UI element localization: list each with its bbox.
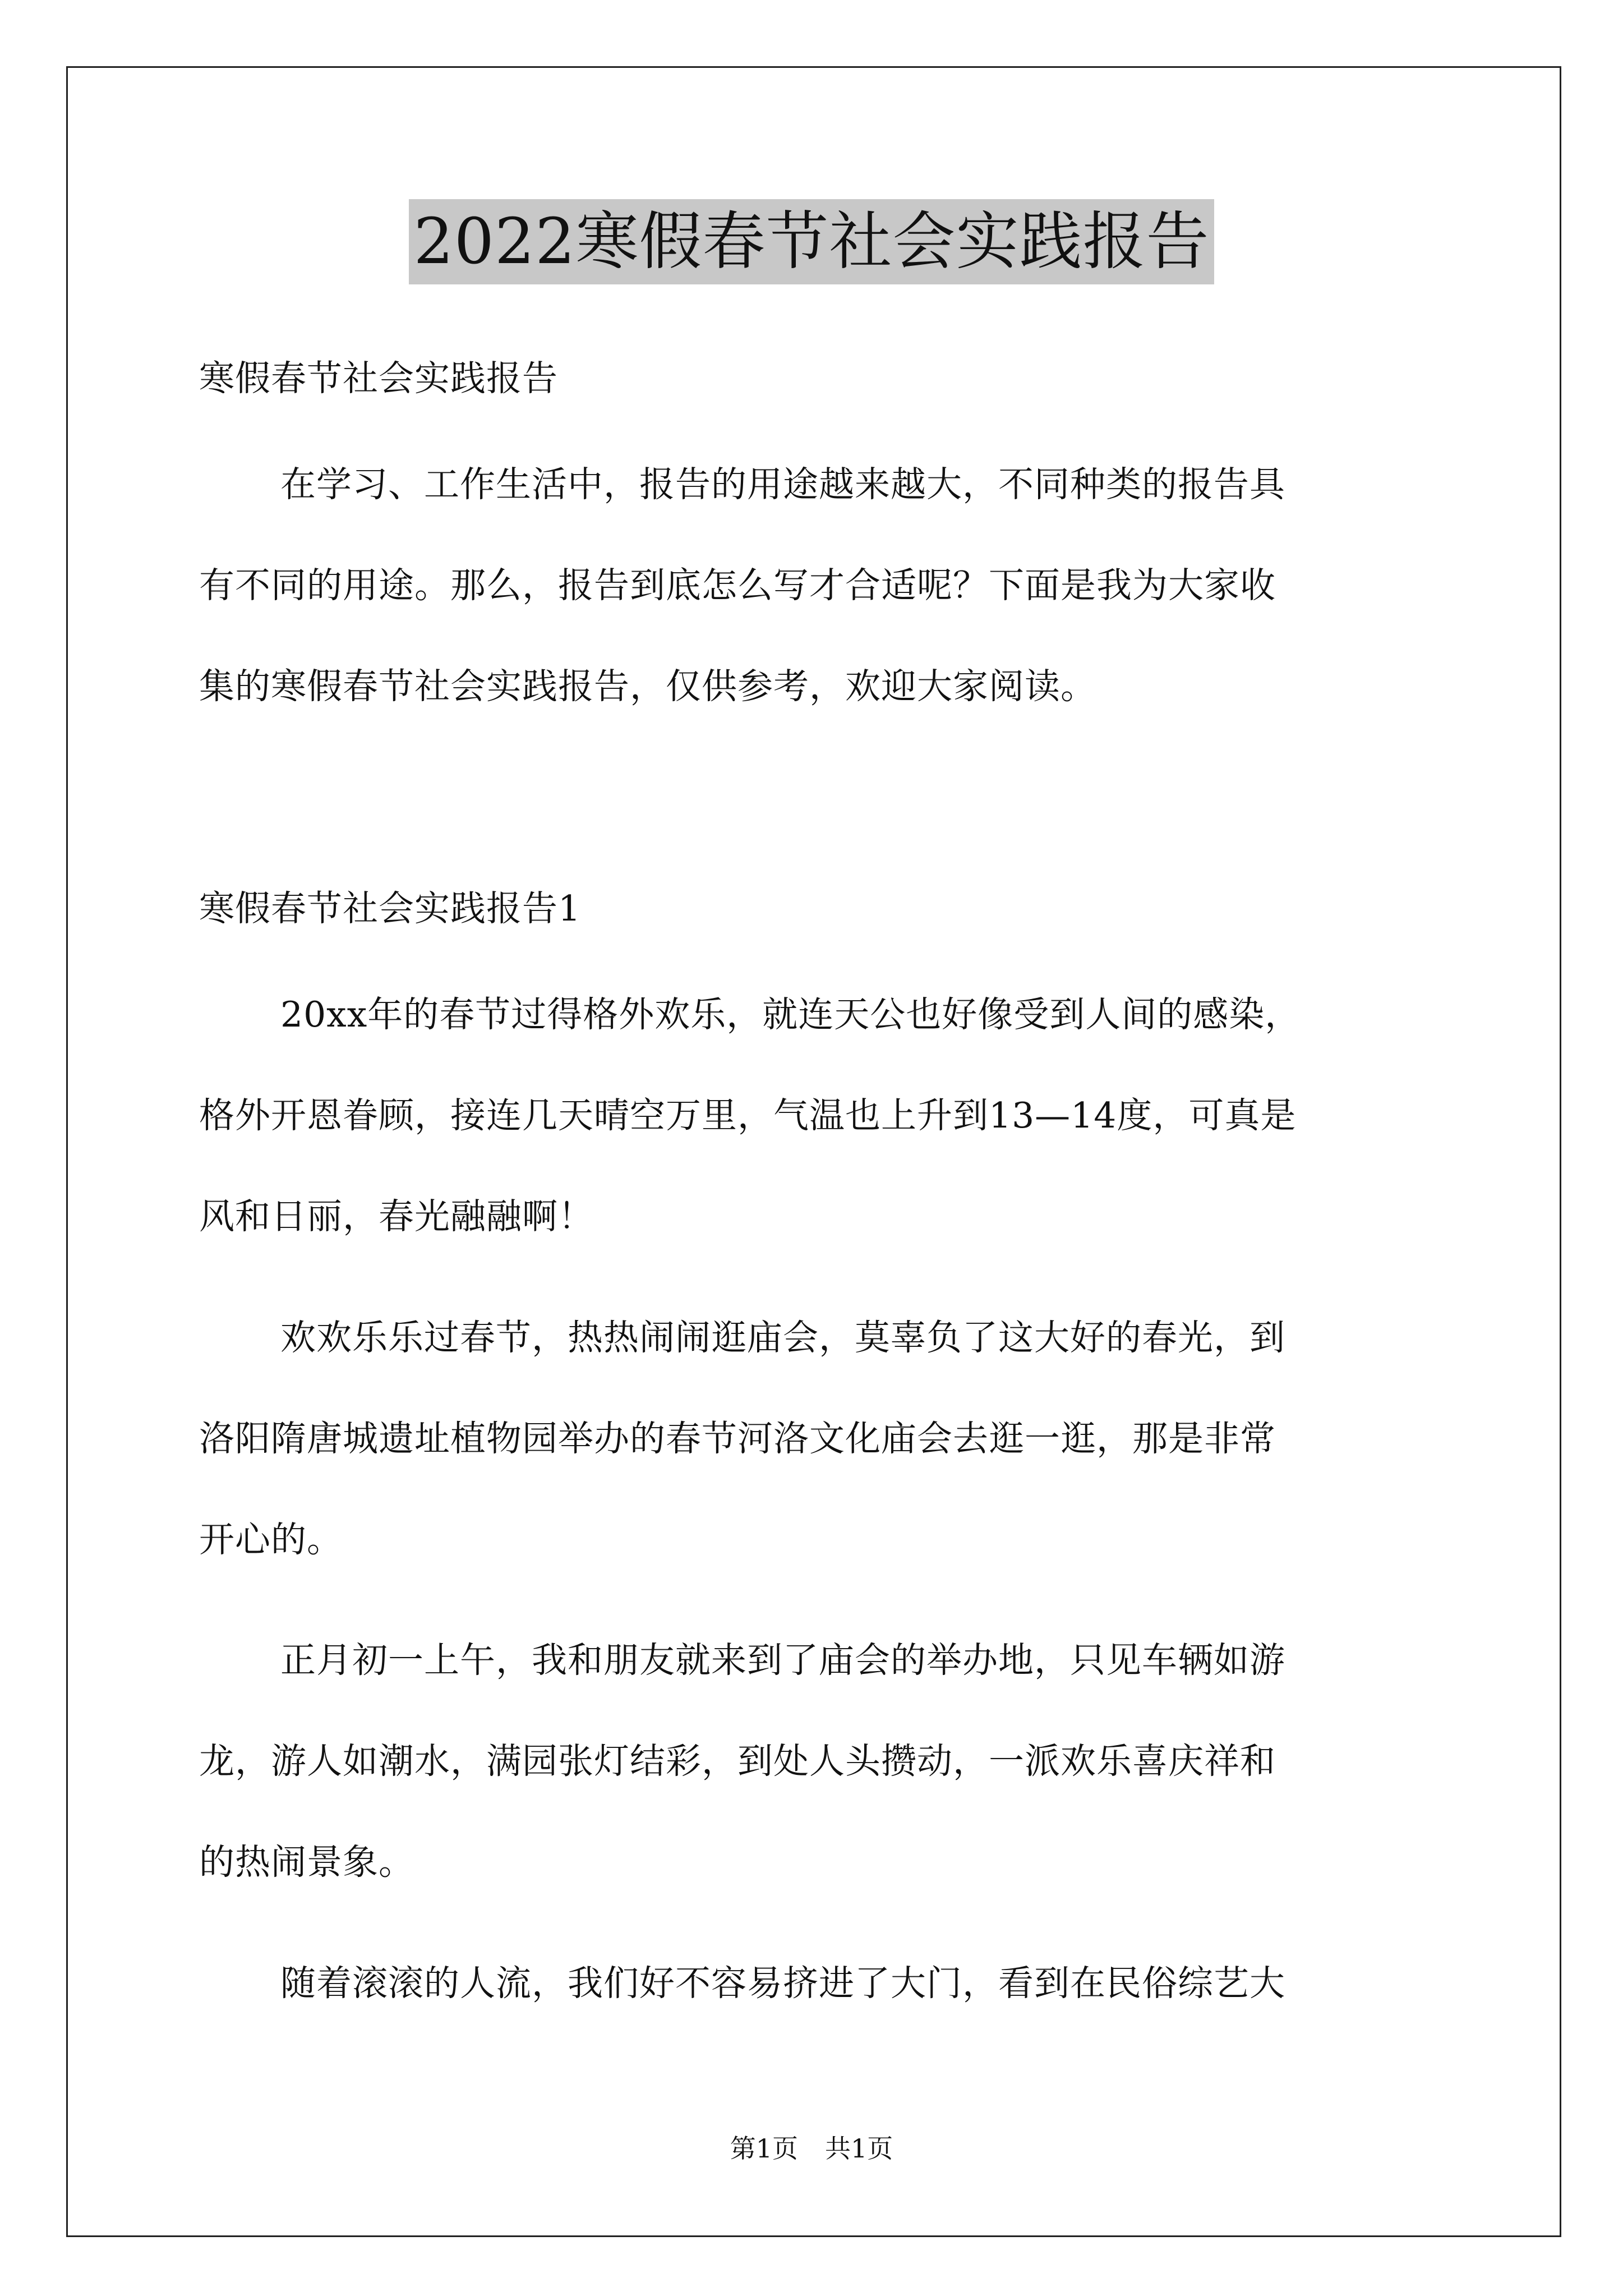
intro-line: 在学习、工作生活中，报告的用途越来越大，不同种类的报告具 [280, 464, 1285, 505]
intro-line: 有不同的用途。那么，报告到底怎么写才合适呢？下面是我为大家收 [199, 565, 1276, 606]
paragraph-line: 开心的。 [199, 1519, 343, 1560]
document-subtitle: 寒假春节社会实践报告 [199, 358, 558, 399]
paragraph-line: 欢欢乐乐过春节，热热闹闹逛庙会，莫辜负了这大好的春光，到 [280, 1317, 1285, 1358]
page-total: 共1页 [825, 2133, 893, 2164]
paragraph-line: 洛阳隋唐城遗址植物园举办的春节河洛文化庙会去逛一逛，那是非常 [199, 1418, 1276, 1459]
body-paragraph [199, 1933, 1438, 2034]
paragraph-line: 格外开恩眷顾，接连几天晴空万里，气温也上升到13—14度，可真是 [199, 1095, 1297, 1136]
body-paragraph [199, 1610, 1438, 1913]
paragraph-line: 龙，游人如潮水，满园张灯结彩，到处人头攒动，一派欢乐喜庆祥和 [199, 1741, 1276, 1782]
page-footer [0, 2132, 1623, 2165]
title-container [0, 199, 1623, 284]
intro-paragraph [199, 434, 1438, 737]
intro-line: 集的寒假春节社会实践报告，仅供参考，欢迎大家阅读。 [199, 666, 1096, 707]
body-paragraph [199, 964, 1438, 1267]
document-title: 2022寒假春节社会实践报告 [409, 199, 1214, 284]
body-paragraph [199, 1287, 1438, 1590]
paragraph-line: 随着滚滚的人流，我们好不容易挤进了大门，看到在民俗综艺大 [280, 1963, 1285, 2004]
paragraph-line: 的热闹景象。 [199, 1842, 414, 1883]
section-heading: 寒假春节社会实践报告1 [199, 888, 582, 929]
page-number: 第1页 [730, 2133, 798, 2164]
paragraph-line: 正月初一上午，我和朋友就来到了庙会的举办地，只见车辆如游 [280, 1640, 1285, 1681]
paragraph-line: 风和日丽，春光融融啊！ [199, 1196, 594, 1237]
paragraph-line: 20xx年的春节过得格外欢乐，就连天公也好像受到人间的感染， [280, 994, 1301, 1035]
